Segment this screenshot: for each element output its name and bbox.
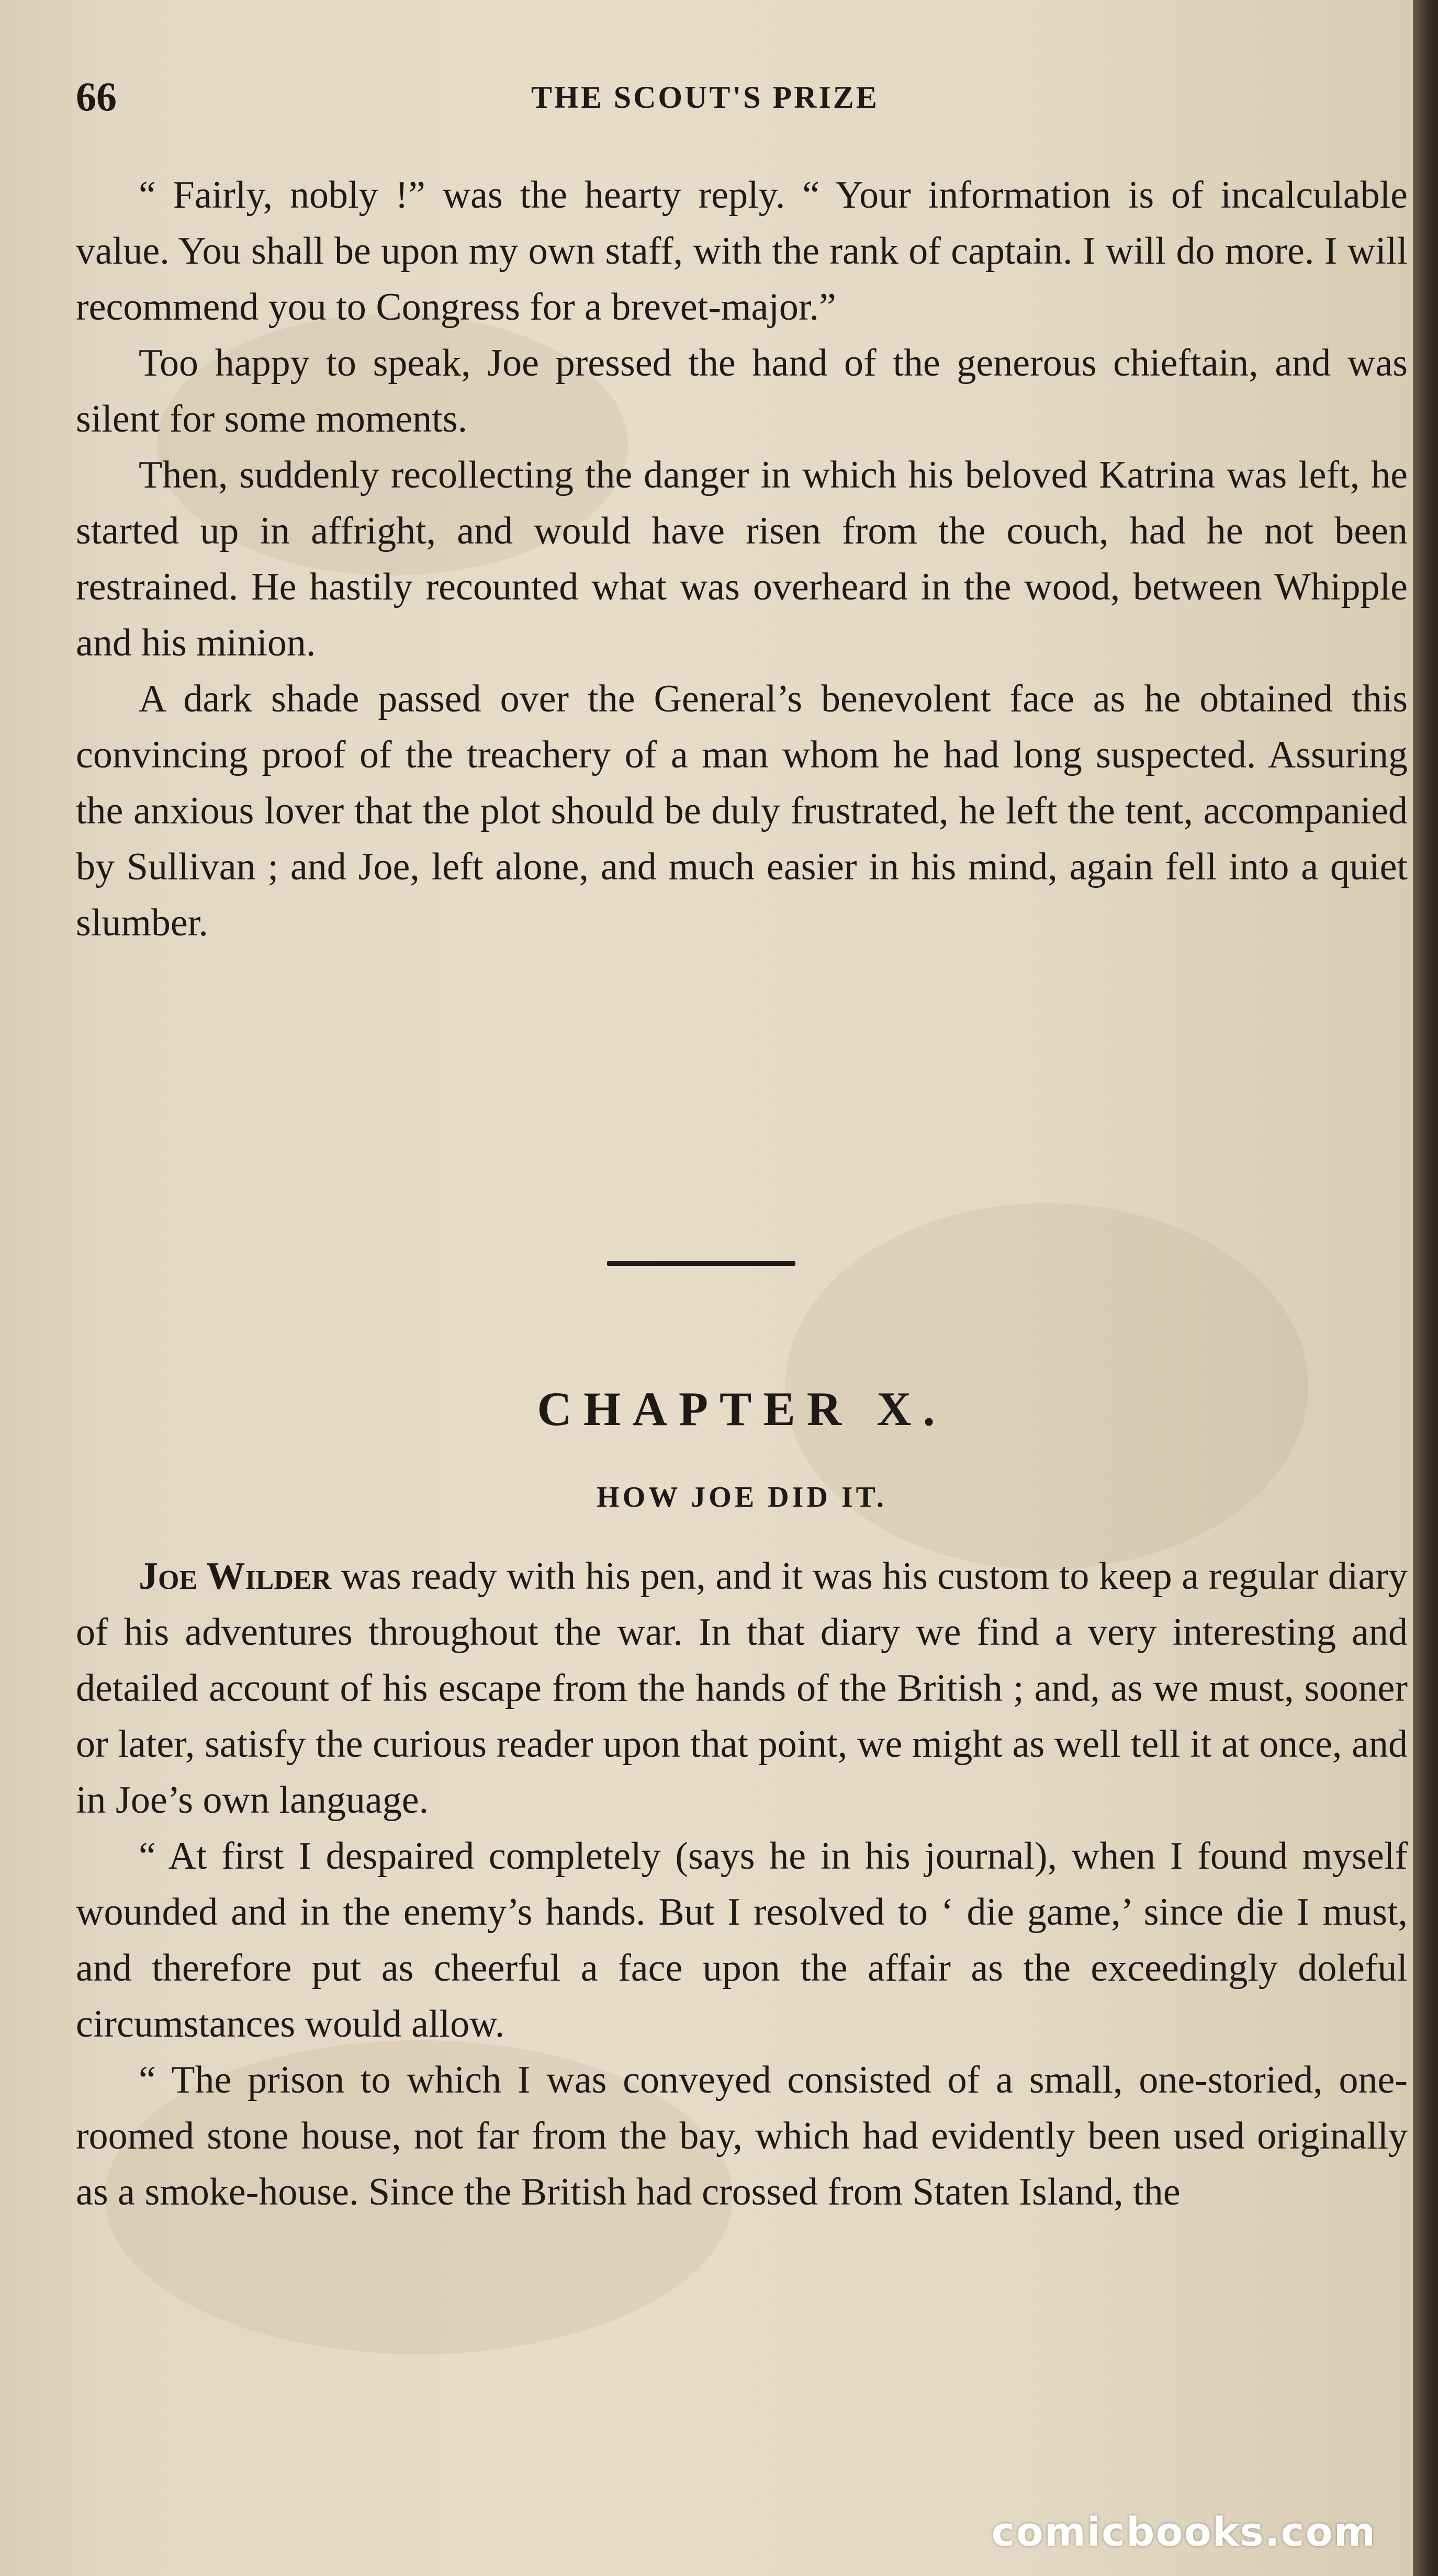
- paragraph: “ At first I despaired completely (says he in his journal), when I found myself wounded and in the enemy’s hands. But I resolved to ‘ die game,’ since die I must, and therefore put as cheerful a face upon the affair as the exceedingly doleful circumstances would allow.: [76, 1835, 1408, 2046]
- paragraph: Too happy to speak, Joe pressed the hand of the generous chieftain, and was silent for some moments.: [76, 342, 1408, 440]
- body-text-bottom: [76, 1549, 1408, 2220]
- paragraph: “ Fairly, nobly !” was the hearty reply. “ Your information is of incalculable value. You shall be upon my own staff, with the rank of captain. I will do more. I will recommend you to Congress for a brevet-major.”: [76, 174, 1408, 329]
- section-divider: [607, 1261, 795, 1266]
- paragraph: Then, suddenly recollecting the danger in which his beloved Katrina was left, he started up in affright, and would have risen from the couch, had he not been restrained. He hastily recounted what was overheard in the wood, between Whipple and his minion.: [76, 454, 1408, 664]
- lead-in-caps: Joe Wilder: [139, 1555, 332, 1598]
- page-edge-shadow: [1413, 0, 1438, 2576]
- site-watermark: comicbooks.com: [991, 2509, 1376, 2555]
- chapter-subtitle: HOW JOE DID IT.: [597, 1481, 887, 1513]
- page-number: 66: [76, 74, 117, 119]
- paragraph: [76, 1549, 1408, 1828]
- paragraph: A dark shade passed over the General’s benevolent face as he obtained this convincing proof of the treachery of a man whom he had long suspected. Assuring the anxious lover that the plot should be duly frustrated, he left the tent, accompanied by Sullivan ; and Joe, left alone, and much easier in his mind, again fell into a quiet slumber.: [76, 677, 1408, 944]
- page-header: [76, 73, 1408, 131]
- paragraph-text: was ready with his pen, and it was his custom to keep a regular diary of his adventures throughout the war. In that diary we find a very interesting and detailed account of his escape from the hands of the British ; and, as we must, sooner or later, satisfy the curious reader upon that point, we might as well tell it at once, and in Joe’s own language.: [76, 1555, 1408, 1822]
- paragraph: “ The prison to which I was conveyed consisted of a small, one-storied, one-roomed stone house, not far from the bay, which had evidently been used originally as a smoke-house. Since the British had crossed from Staten Island, the: [76, 2059, 1408, 2213]
- running-title: THE SCOUT'S PRIZE: [531, 80, 879, 115]
- chapter-title: CHAPTER X.: [537, 1382, 947, 1436]
- body-text-top: [76, 167, 1408, 951]
